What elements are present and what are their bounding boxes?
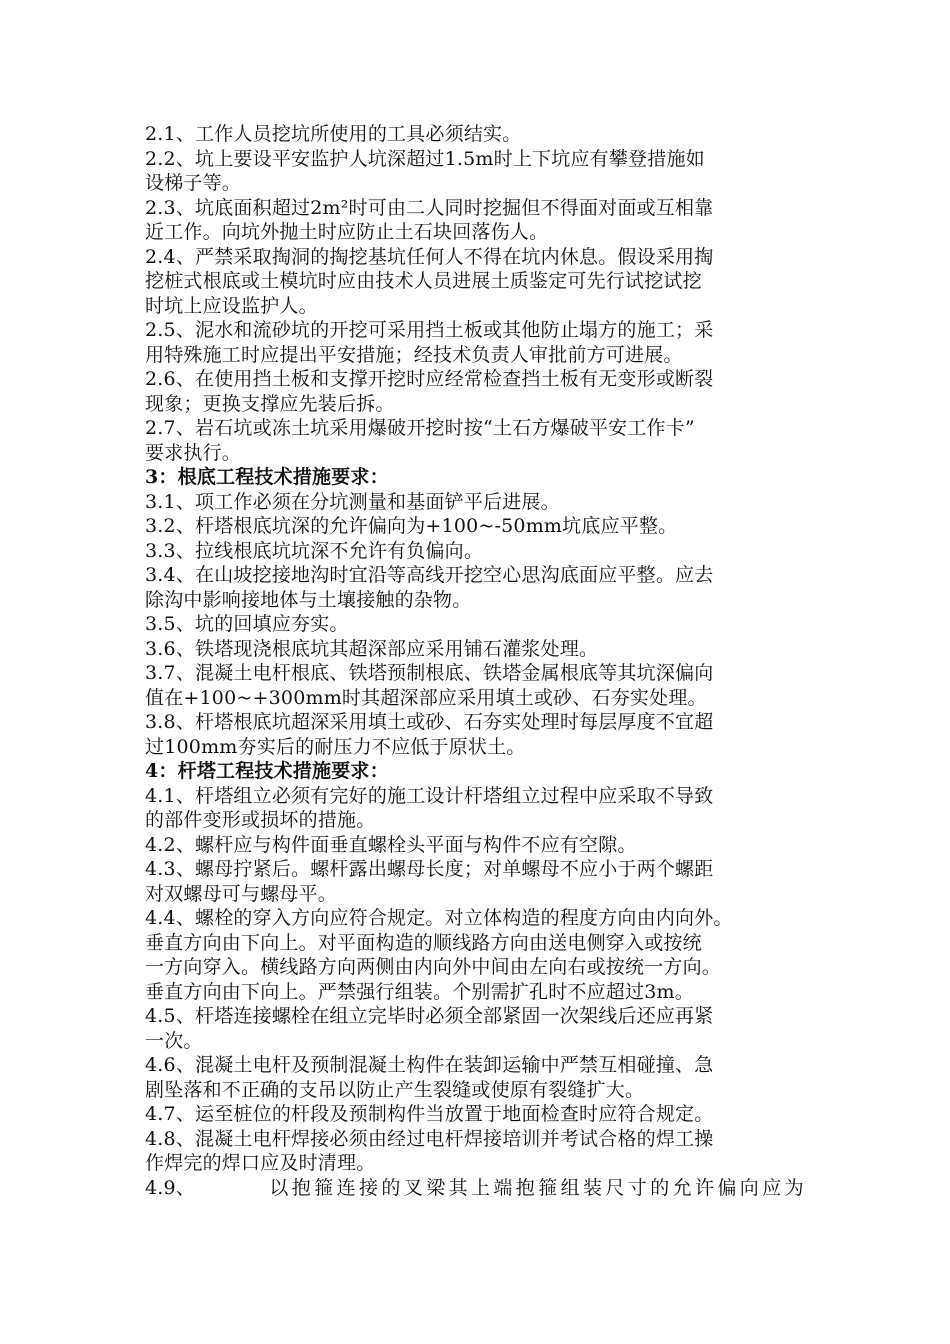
text-line: 4.2、螺杆应与构件面垂直螺栓头平面与构件不应有空隙。 [145, 833, 637, 856]
document-body [145, 122, 807, 1200]
text-line: 2.1、工作人员挖坑所使用的工具必须结实。 [145, 123, 522, 145]
text-line: 2.2、坑上要设平安监护人坑深超过1.5m时上下坑应有攀登措施如 [145, 147, 705, 170]
text-line: 3.4、在山坡挖接地沟时宜沿等高线开挖空心思沟底面应平整。应去 [145, 564, 714, 586]
section-heading: 4：杆塔工程技术措施要求： [145, 760, 389, 782]
text-line: 4.7、运至桩位的杆段及预制构件当放置于地面检查时应符合规定。 [145, 1103, 714, 1125]
text-line: 要求执行。 [145, 441, 242, 464]
text-line: 3.7、混凝土电杆根底、铁塔预制根底、铁塔金属根底等其坑深偏向 [145, 662, 714, 684]
text-line: 2.3、坑底面积超过2m²时可由二人同时挖掘但不得面对面或互相靠 [145, 196, 714, 219]
text-line: 过100mm夯实后的耐压力不应低于原状土。 [145, 735, 526, 758]
text-line: 3.2、杆塔根底坑深的允许偏向为+100~-50mm坑底应平整。 [145, 515, 678, 537]
text-line: 3.1、项工作必须在分坑测量和基面铲平后进展。 [145, 490, 560, 513]
item-number: 4.9、 [145, 1176, 196, 1199]
text-line: 作焊完的焊口应及时清理。 [145, 1152, 376, 1174]
text-line: 现象；更换支撑应先装后拆。 [145, 392, 395, 415]
text-line: 3.6、铁塔现浇根底坑其超深部应采用铺石灌浆处理。 [145, 637, 599, 660]
text-line: 除沟中影响接地体与土壤接触的杂物。 [145, 588, 472, 611]
text-line: 3.8、杆塔根底坑超深采用填土或砂、石夯实处理时每层厚度不宜超 [145, 711, 714, 733]
text-line: 的部件变形或损坏的措施。 [145, 809, 376, 831]
text-line: 4.4、螺栓的穿入方向应符合规定。对立体构造的程度方向由内向外。 [145, 907, 733, 929]
text-line: 4.6、混凝土电杆及预制混凝土构件在装卸运输中严禁互相碰撞、急 [145, 1054, 714, 1076]
text-line: 3.3、拉线根底坑坑深不允许有负偏向。 [145, 539, 484, 562]
text-line: 时坑上应设监护人。 [145, 294, 318, 317]
text-line: 一方向穿入。横线路方向两侧由内向外中间由左向右或按统一方向。 [145, 956, 722, 978]
text-line: 一次。 [145, 1029, 203, 1052]
text-line: 3.5、坑的回填应夯实。 [145, 613, 349, 635]
text-line: 2.4、严禁采取掏洞的掏挖基坑任何人不得在坑内休息。假设采用掏 [145, 245, 714, 268]
text-line: 对双螺母可与螺母平。 [145, 882, 338, 905]
text-line: 剧坠落和不正确的支吊以防止产生裂缝或使原有裂缝扩大。 [145, 1078, 645, 1101]
text-line: 垂直方向由下向上。严禁强行组装。个别需扩孔时不应超过3m。 [145, 980, 694, 1003]
justified-text: 以抱箍连接的叉梁其上端抱箍组装尺寸的允许偏向应为 [269, 1176, 807, 1199]
text-line: 4.3、螺母拧紧后。螺杆露出螺母长度；对单螺母不应小于两个螺距 [145, 858, 714, 880]
text-line: 挖桩式根底或土模坑时应由技术人员进展土质鉴定可先行试挖试挖 [145, 270, 702, 292]
section-heading: 3：根底工程技术措施要求： [145, 466, 389, 488]
text-line: 值在+100~+300mm时其超深部应采用填土或砂、石夯实处理。 [145, 686, 707, 709]
text-line: 2.7、岩石坑或冻土坑采用爆破开挖时按“土石方爆破平安工作卡” [145, 417, 695, 439]
text-line: 4.8、混凝土电杆焊接必须由经过电杆焊接培训并考试合格的焊工操 [145, 1127, 714, 1150]
text-line: 2.6、在使用挡土板和支撑开挖时应经常检查挡土板有无变形或断裂 [145, 368, 714, 390]
text-line: 4.5、杆塔连接螺栓在组立完毕时必须全部紧固一次架线后还应再紧 [145, 1005, 714, 1027]
text-line: 用特殊施工时应提出平安措施；经技术负责人审批前方可进展。 [145, 343, 683, 366]
text-line-justified [145, 1176, 807, 1201]
text-line: 4.1、杆塔组立必须有完好的施工设计杆塔组立过程中应采取不导致 [145, 784, 714, 807]
text-line: 近工作。向坑外抛土时应防止土石块回落伤人。 [145, 221, 549, 243]
text-line: 设梯子等。 [145, 172, 242, 194]
text-line: 2.5、泥水和流砂坑的开挖可采用挡土板或其他防止塌方的施工；采 [145, 319, 714, 341]
text-line: 垂直方向由下向上。对平面构造的顺线路方向由送电侧穿入或按统 [145, 931, 702, 954]
